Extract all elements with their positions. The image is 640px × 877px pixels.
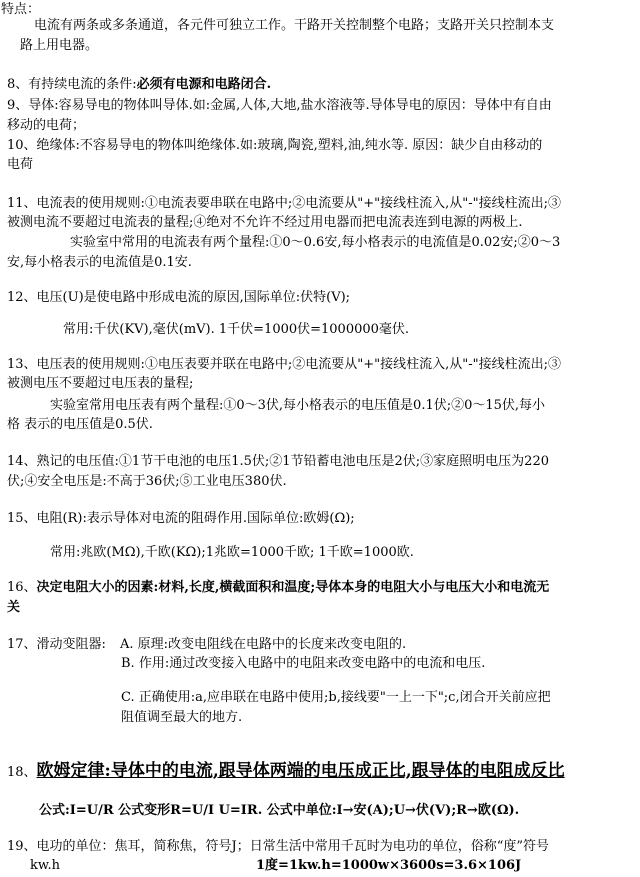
text-line: 常用:千伏(KV),毫伏(mV). 1千伏=1000伏=1000000毫伏. — [63, 322, 410, 337]
item-13: 13、电压表的使用规则:①电压表要并联在电路中;②电流要从"+"接线柱流入,从"-"接线柱流出;③ — [7, 357, 562, 372]
item-label: 17、滑动变阻器: — [7, 637, 106, 652]
item-emphasis: 决定电阻大小的因素:材料,长度,横截面积和温度;导体本身的电阻大小与电压大小和电流无 — [36, 580, 550, 595]
item-label: 18、 — [7, 765, 37, 780]
item-15: 15、电阻(R):表示导体对电流的阻碍作用.国际单位:欧姆(Ω); — [7, 511, 355, 526]
item-16 — [7, 580, 549, 596]
item-label: 16、 — [7, 580, 37, 595]
ohms-law-heading: 欧姆定律:导体中的电流,跟导体两端的电压成正比,跟导体的电阻成反比 — [36, 761, 565, 781]
item-text: A. 原理:改变电阻线在电路中的长度来改变电阻的. — [119, 637, 407, 652]
text-line: 路上用电器。 — [20, 38, 99, 53]
text-line: 阻值调至最大的地方. — [121, 710, 243, 725]
item-19: 19、电功的单位：焦耳，简称焦，符号J；日常生活中常用千瓦时为电功的单位，俗称“度”符号 — [7, 839, 550, 854]
text-line: 电荷 — [7, 157, 34, 172]
text-line: 伏;④安全电压是:不高于36伏;⑤工业电压380伏. — [7, 474, 287, 489]
item-label: 8、有持续电流的条件: — [7, 77, 137, 92]
item-14: 14、熟记的电压值:①1节干电池的电压1.5伏;②1节铅蓄电池电压是2伏;③家庭照明电压为220 — [7, 454, 549, 469]
text-line: 关 — [7, 600, 21, 615]
item-17 — [7, 637, 406, 653]
text-line: 移动的电荷； — [7, 118, 86, 133]
text-line: 电流有两条或多条通道，各元件可独立工作。干路开关控制整个电路；支路开关只控制本支 — [34, 18, 555, 33]
section-heading: 特点： — [1, 2, 41, 17]
text-line: 格 表示的电压值是0.5伏. — [7, 417, 153, 432]
item-12: 12、电压(U)是使电路中形成电流的原因,国际单位:伏特(V); — [7, 290, 351, 305]
text-line: kw.h — [30, 858, 60, 873]
text-line: 常用:兆欧(MΩ),千欧(KΩ);1兆欧=1000千欧; 1千欧=1000欧. — [50, 545, 414, 560]
text-line: 实验室常用电压表有两个量程:①0～3伏,每小格表示的电压值是0.1伏;②0～15伏,每小 — [50, 398, 546, 413]
item-10: 10、绝缘体:不容易导电的物体叫绝缘体.如:玻璃,陶瓷,塑料,油,纯水等. 原因：缺少自由移动的 — [7, 138, 543, 153]
text-line: 被测电流不要超过电流表的量程;④绝对不允许不经过用电器而把电流表连到电源的两极上. — [7, 215, 523, 230]
formula-line: 公式:I=U/R 公式变形R=U/I U=IR. 公式中单位:I→安(A);U→伏(V);R→欧(Ω). — [39, 803, 520, 818]
text-line: 实验室中常用的电流表有两个量程:①0～0.6安,每小格表示的电流值是0.02安;②0～3 — [70, 235, 561, 250]
text-line: 安,每小格表示的电流值是0.1安. — [7, 255, 192, 270]
item-18 — [7, 760, 565, 784]
formula-line: 1度=1kw.h=1000w×3600s=3.6×106J — [256, 858, 522, 873]
item-11: 11、电流表的使用规则:①电流表要串联在电路中;②电流要从"+"接线柱流入,从"-"接线柱流出;③ — [7, 196, 562, 211]
item-emphasis: 必须有电源和电路闭合. — [136, 77, 272, 92]
item-9: 9、导体:容易导电的物体叫导体.如:金属,人体,大地,盐水溶液等.导体导电的原因：导体中有自由 — [7, 98, 552, 113]
item-8 — [7, 77, 271, 93]
text-line: C. 正确使用:a,应串联在电路中使用;b,接线要"一上一下";c,闭合开关前应把 — [121, 690, 551, 705]
text-line: 被测电压不要超过电压表的量程; — [7, 376, 194, 391]
text-line: B. 作用:通过改变接入电路中的电阻来改变电路中的电流和电压. — [121, 656, 486, 671]
